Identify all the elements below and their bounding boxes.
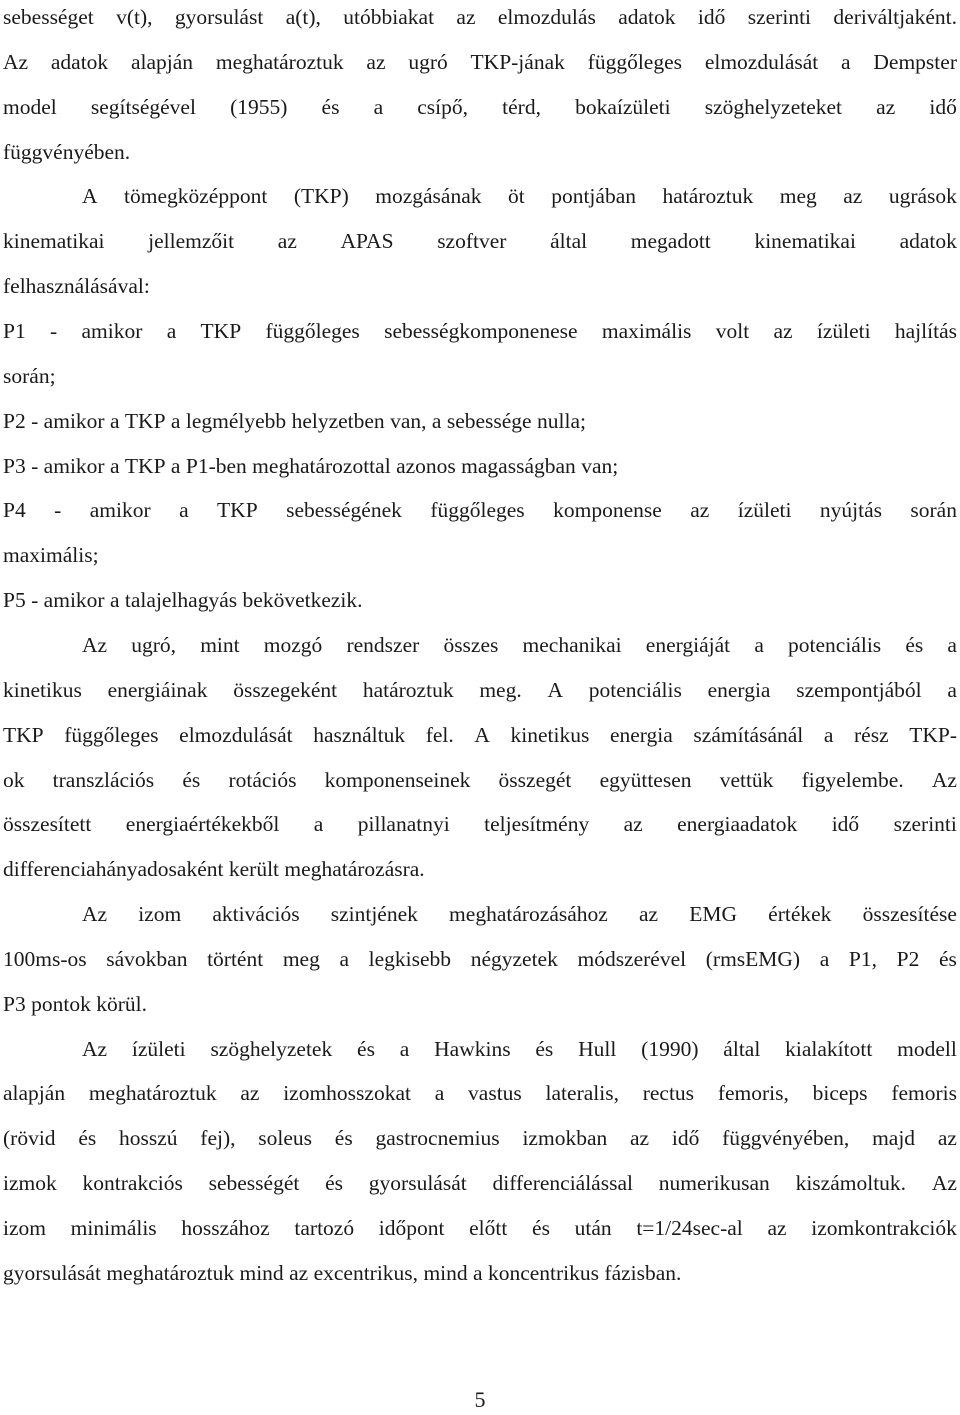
text-line: gyorsulását meghatároztuk mind az excentrikus, mind a koncentrikus fázisban. bbox=[3, 1260, 682, 1285]
text-line: Az izom aktivációs szintjének meghatározásához az EMG értékek összesítése bbox=[82, 902, 957, 926]
text-line: A tömegközéppont (TKP) mozgásának öt pontjában határoztuk meg az ugrások bbox=[82, 184, 957, 209]
text-line: (rövid és hosszú fej), soleus és gastrocnemius izmokban az idő függvényében, majd az bbox=[3, 1126, 957, 1151]
text-line: P5 - amikor a talajelhagyás bekövetkezik. bbox=[3, 588, 363, 613]
text-line: differenciahányadosaként került meghatározásra. bbox=[3, 857, 425, 882]
text-line: sebességet v(t), gyorsulást a(t), utóbbiakat az elmozdulás adatok idő szerinti deriváltjaként. bbox=[3, 5, 957, 29]
text-line: összesített energiaértékekből a pillanatnyi teljesítmény az energiaadatok idő szerinti bbox=[3, 812, 957, 837]
page-number: 5 bbox=[474, 1387, 486, 1412]
text-line: kinematikai jellemzőit az APAS szoftver által megadott kinematikai adatok bbox=[3, 229, 957, 254]
text-line: felhasználásával: bbox=[3, 274, 150, 299]
text-line: izmok kontrakciós sebességét és gyorsulását differenciálással numerikusan kiszámoltuk. Az bbox=[3, 1171, 957, 1196]
text-line: ok transzlációs és rotációs komponenseinek összegét együttesen vettük figyelembe. Az bbox=[3, 767, 957, 792]
text-line: alapján meghatároztuk az izomhosszokat a vastus lateralis, rectus femoris, biceps femoris bbox=[3, 1081, 957, 1106]
text-line: P3 pontok körül. bbox=[3, 991, 147, 1016]
text-line: model segítségével (1955) és a csípő, térd, bokaízületi szöghelyzeteket az idő bbox=[3, 94, 957, 119]
text-line: kinetikus energiáinak összegeként határoztuk meg. A potenciális energia szempontjából a bbox=[3, 677, 957, 702]
text-line: P1 - amikor a TKP függőleges sebességkomponenese maximális volt az ízületi hajlítás bbox=[3, 318, 957, 343]
text-line: TKP függőleges elmozdulását használtuk fel. A kinetikus energia számításánál a rész TKP- bbox=[3, 722, 957, 747]
text-line: során; bbox=[3, 363, 56, 388]
text-line: Az ugró, mint mozgó rendszer összes mechanikai energiáját a potenciális és a bbox=[82, 632, 957, 657]
text-line: izom minimális hosszához tartozó időpont előtt és után t=1/24sec-al az izomkontrakciók bbox=[3, 1216, 957, 1240]
text-line: maximális; bbox=[3, 543, 99, 568]
text-line: függvényében. bbox=[3, 139, 131, 164]
text-line: 100ms-os sávokban történt meg a legkisebb négyzetek módszerével (rmsEMG) a P1, P2 és bbox=[3, 946, 957, 971]
text-line: Az ízületi szöghelyzetek és a Hawkins és Hull (1990) által kialakított modell bbox=[82, 1036, 957, 1061]
text-line: P2 - amikor a TKP a legmélyebb helyzetben van, a sebessége nulla; bbox=[3, 408, 586, 433]
text-line: P3 - amikor a TKP a P1-ben meghatározottal azonos magasságban van; bbox=[3, 453, 619, 478]
text-line: P4 - amikor a TKP sebességének függőleges komponense az ízületi nyújtás során bbox=[3, 498, 957, 523]
text-line: Az adatok alapján meghatároztuk az ugró TKP-jának függőleges elmozdulását a Dempster bbox=[3, 49, 957, 74]
